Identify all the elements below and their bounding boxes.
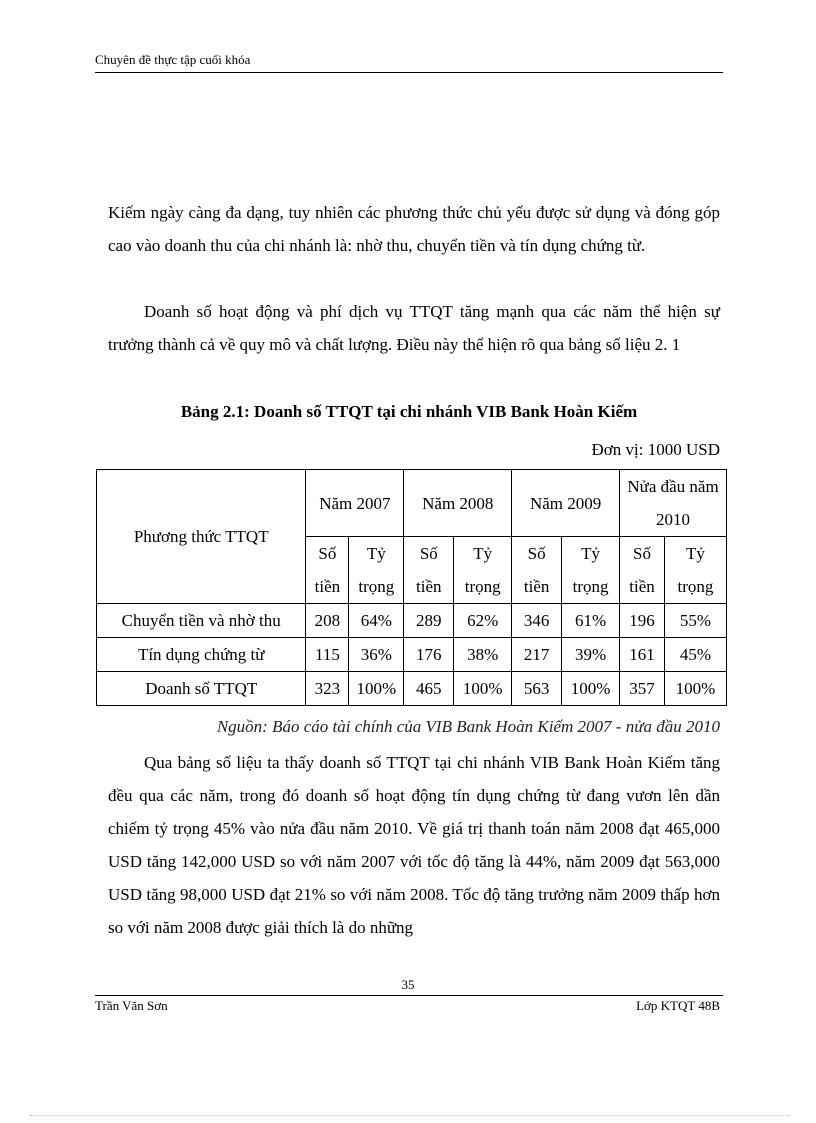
cell: 39% <box>562 638 620 672</box>
sub-amount: Số tiền <box>404 537 454 604</box>
year-header-2009: Năm 2009 <box>512 470 620 537</box>
row-label: Tín dụng chứng từ <box>97 638 306 672</box>
paragraph-3: Qua bảng số liệu ta thấy doanh số TTQT tại chi nhánh VIB Bank Hoàn Kiếm tăng đều qua các năm, trong đó doanh số hoạt động tín dụng chứng từ đang vươn lên dần chiếm tỷ trọng 45% vào nửa đầu năm 2010. Về giá trị thanh toán năm 2008 đạt 465,000 USD tăng 142,000 USD so với năm 2007 với tốc độ tăng là 44%, năm 2009 đạt 563,000 USD tăng 98,000 USD đạt 21% so với năm 2008. Tốc độ tăng trưởng năm 2009 thấp hơn so với năm 2008 được giải thích là do những <box>108 753 720 937</box>
cell: 61% <box>562 604 620 638</box>
cell: 55% <box>665 604 727 638</box>
table-header-row <box>97 470 727 537</box>
cell: 100% <box>349 672 404 706</box>
year-header-2010: Nửa đầu năm 2010 <box>620 470 727 537</box>
paragraph-1: Kiếm ngày càng đa dạng, tuy nhiên các phương thức chủ yếu được sử dụng và đóng góp cao vào doanh thu của chi nhánh là: nhờ thu, chuyển tiền và tín dụng chứng từ. <box>108 203 720 255</box>
cell: 100% <box>454 672 512 706</box>
row-label: Chuyển tiền và nhờ thu <box>97 604 306 638</box>
cell: 45% <box>665 638 727 672</box>
table-row <box>97 604 727 638</box>
table-title: Bảng 2.1: Doanh số TTQT tại chi nhánh VIB Bank Hoàn Kiếm <box>180 402 638 421</box>
page-number: 35 <box>401 977 415 992</box>
cell: 357 <box>620 672 665 706</box>
sub-share: Tỷ trọng <box>562 537 620 604</box>
cell: 62% <box>454 604 512 638</box>
year-header-2008: Năm 2008 <box>404 470 512 537</box>
cell: 100% <box>562 672 620 706</box>
sub-share: Tỷ trọng <box>349 537 404 604</box>
cell: 196 <box>620 604 665 638</box>
table-source: Nguồn: Báo cáo tài chính của VIB Bank Hoàn Kiếm 2007 - nửa đầu 2010 <box>216 717 720 736</box>
table-unit: Đơn vị: 1000 USD <box>591 440 720 459</box>
cell: 100% <box>665 672 727 706</box>
cell: 64% <box>349 604 404 638</box>
sub-amount: Số tiền <box>306 537 349 604</box>
header-rule <box>95 72 723 73</box>
footer-author: Trần Văn Sơn <box>95 998 168 1013</box>
row-label: Doanh số TTQT <box>97 672 306 706</box>
sub-amount: Số tiền <box>620 537 665 604</box>
cell: 323 <box>306 672 349 706</box>
cell: 161 <box>620 638 665 672</box>
revenue-table <box>96 469 727 706</box>
cell: 217 <box>512 638 562 672</box>
sub-share: Tỷ trọng <box>454 537 512 604</box>
cell: 38% <box>454 638 512 672</box>
cell: 346 <box>512 604 562 638</box>
cell: 115 <box>306 638 349 672</box>
footer-rule <box>95 995 723 996</box>
cell: 176 <box>404 638 454 672</box>
page-header-title: Chuyên đề thực tập cuối khóa <box>95 52 251 67</box>
cell: 465 <box>404 672 454 706</box>
cell: 36% <box>349 638 404 672</box>
cell: 289 <box>404 604 454 638</box>
year-header-2007: Năm 2007 <box>306 470 404 537</box>
sub-amount: Số tiền <box>512 537 562 604</box>
cell: 208 <box>306 604 349 638</box>
paragraph-2: Doanh số hoạt động và phí dịch vụ TTQT tăng mạnh qua các năm thể hiện sự trưởng thành cả về quy mô và chất lượng. Điều này thể hiện rõ qua bảng số liệu 2. 1 <box>108 302 720 354</box>
table-row <box>97 638 727 672</box>
footer-class: Lớp KTQT 48B <box>636 998 720 1013</box>
method-header: Phương thức TTQT <box>97 470 306 604</box>
table-row <box>97 672 727 706</box>
cell: 563 <box>512 672 562 706</box>
sub-share: Tỷ trọng <box>665 537 727 604</box>
page-edge-divider <box>30 1115 790 1116</box>
